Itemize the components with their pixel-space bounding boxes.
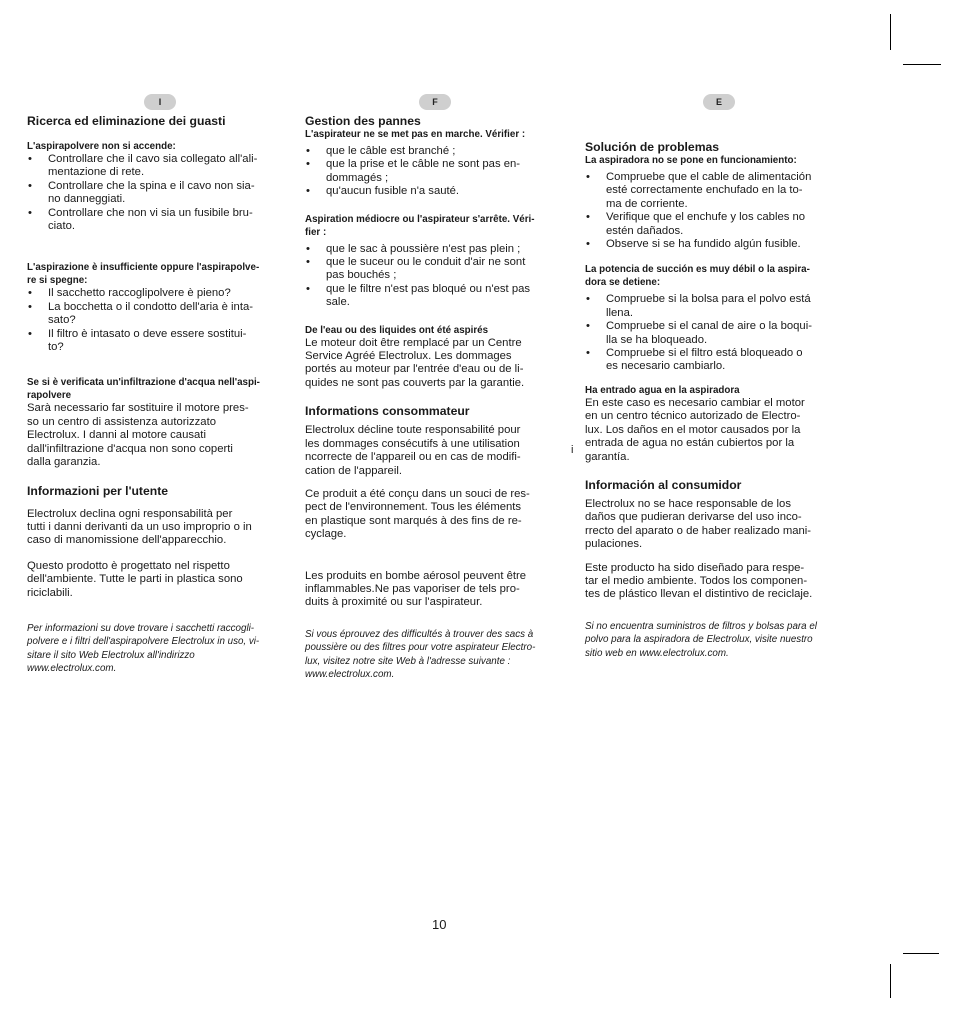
- list-item: • que le filtre n'est pas bloqué ou n'est pas sale.: [305, 283, 575, 310]
- italian-column: [27, 114, 297, 676]
- section-heading: La aspiradora no se pone en funcionamiento:: [585, 155, 797, 166]
- check-list: [585, 171, 855, 251]
- language-badge-italian: I: [144, 94, 176, 110]
- section-heading: Aspiration médiocre ou l'aspirateur s'arrête. Véri- fier :: [305, 213, 535, 238]
- list-item: • que le suceur ou le conduit d'air ne sont pas bouchés ;: [305, 256, 575, 283]
- paragraph: Electrolux declina ogni responsabilità per tutti i danni derivanti da un uso improprio o in caso di manomissione dell'apparecchio.: [27, 507, 252, 547]
- list-item: • Observe si se ha fundido algún fusible.: [585, 238, 855, 251]
- spanish-column: [585, 140, 855, 660]
- list-item: • que le sac à poussière n'est pas plein ;: [305, 243, 575, 256]
- list-item: • Compruebe si la bolsa para el polvo está llena.: [585, 293, 855, 320]
- list-item: • Verifique que el enchufe y los cables no estén dañados.: [585, 211, 855, 238]
- paragraph: Electrolux décline toute responsabilité pour les dommages consécutifs à une utilisation ncorrecte de l'appareil ou en cas de modifi- cation de l'appareil.: [305, 424, 521, 477]
- check-list: [27, 287, 297, 354]
- paragraph: Questo prodotto è progettato nel rispetto dell'ambiente. Tutte le parti in plastica sono riciclabili.: [27, 559, 243, 599]
- french-column: [305, 114, 575, 682]
- crop-mark-bottom-vertical: [890, 964, 891, 998]
- section-heading: La potencia de succión es muy débil o la aspira- dora se detiene:: [585, 264, 810, 289]
- section-heading: De l'eau ou des liquides ont été aspirés: [305, 324, 489, 336]
- crop-mark-bottom-horizontal: [903, 953, 939, 954]
- list-item: • Il filtro è intasato o deve essere sostitui- to?: [27, 328, 297, 355]
- list-item: • Compruebe que el cable de alimentación esté correctamente enchufado en la to- ma de corriente.: [585, 171, 855, 211]
- check-list: [305, 145, 575, 199]
- paragraph: Les produits en bombe aérosol peuvent être inflammables.Ne pas vaporiser de tels pro- duits à proximité ou sur l'aspirateur.: [305, 569, 527, 609]
- check-list: [27, 153, 297, 233]
- paragraph: Sarà necessario far sostituire il motore pres- so un centro di assistenza autorizzato Electrolux. I danni al motore causati dall'infiltrazione d'acqua non sono coperti dalla garanzia.: [27, 402, 249, 469]
- paragraph: Este producto ha sido diseñado para respe- tar el medio ambiente. Todos los componen- tes de plástico llevan el distintivo de reciclaje.: [585, 561, 813, 601]
- list-item: • Compruebe si el filtro está bloqueado o es necesario cambiarlo.: [585, 347, 855, 374]
- list-item: • Il sacchetto raccoglipolvere è pieno?: [27, 287, 297, 300]
- footnote: Per informazioni su dove trovare i sacchetti raccogli- polvere e i filtri dell'aspirapolvere Electrolux in uso, vi- sitare il sito Web Electrolux all'indirizzo www.electrolux.com.: [27, 622, 260, 675]
- stray-character: i: [571, 444, 574, 456]
- crop-mark-top-horizontal: [903, 64, 941, 65]
- troubleshooting-title: Gestion des pannes: [305, 114, 421, 128]
- paragraph: Ce produit a été conçu dans un souci de res- pect de l'environnement. Tous les éléments en plastique sont marqués à des fins de re- cyclage.: [305, 487, 530, 541]
- paragraph: Le moteur doit être remplacé par un Centre Service Agréé Electrolux. Les dommages portés au moteur par l'entrée d'eau ou de li- quides ne sont pas couverts par la garantie.: [305, 336, 525, 389]
- troubleshooting-title: Ricerca ed eliminazione dei guasti: [27, 114, 226, 128]
- list-item: • que le câble est branché ;: [305, 145, 575, 158]
- info-title: Información al consumidor: [585, 477, 742, 492]
- footnote: Si vous éprouvez des difficultés à trouver des sacs à poussière ou des filtres pour votre aspirateur Electro- lux, visitez notre site Web à l'adresse suivante : www.electrolux.com.: [305, 628, 536, 681]
- paragraph: En este caso es necesario cambiar el motor en un centro técnico autorizado de Electro- lux. Los daños en el motor causados por la entrada de agua no están cubiertos por la garantía.: [585, 396, 805, 463]
- check-list: [585, 293, 855, 373]
- section-heading: L'aspirapolvere non si accende:: [27, 141, 176, 152]
- list-item: • que la prise et le câble ne sont pas en- dommagés ;: [305, 158, 575, 185]
- crop-mark-top-vertical: [890, 14, 891, 50]
- language-badge-french: F: [419, 94, 451, 110]
- list-item: • La bocchetta o il condotto dell'aria è inta- sato?: [27, 301, 297, 328]
- list-item: • Controllare che non vi sia un fusibile bru- ciato.: [27, 207, 297, 234]
- footnote: Si no encuentra suministros de filtros y bolsas para el polvo para la aspiradora de Electrolux, visite nuestro sitio web en www.electrolux.com.: [585, 620, 817, 659]
- section-heading: Se si è verificata un'infiltrazione d'acqua nell'aspi- rapolvere: [27, 377, 260, 402]
- info-title: Informations consommateur: [305, 404, 470, 419]
- list-item: • Controllare che la spina e il cavo non sia- no danneggiati.: [27, 180, 297, 207]
- list-item: • Compruebe si el canal de aire o la boqui- lla se ha bloqueado.: [585, 320, 855, 347]
- info-title: Informazioni per l'utente: [27, 483, 169, 498]
- language-badge-spanish: E: [703, 94, 735, 110]
- section-heading: L'aspirazione è insufficiente oppure l'aspirapolve- re si spegne:: [27, 262, 260, 287]
- list-item: • Controllare che il cavo sia collegato all'ali- mentazione di rete.: [27, 153, 297, 180]
- troubleshooting-title: Solución de problemas: [585, 140, 720, 154]
- check-list: [305, 243, 575, 310]
- list-item: • qu'aucun fusible n'a sauté.: [305, 185, 575, 198]
- section-heading: Ha entrado agua en la aspiradora: [585, 384, 740, 396]
- section-heading: L'aspirateur ne se met pas en marche. Vérifier :: [305, 129, 526, 140]
- paragraph: Electrolux no se hace responsable de los daños que pudieran derivarse del uso inco- rrecto del aparato o de haber realizado mani- pulaciones.: [585, 497, 812, 551]
- page-number: 10: [432, 917, 447, 932]
